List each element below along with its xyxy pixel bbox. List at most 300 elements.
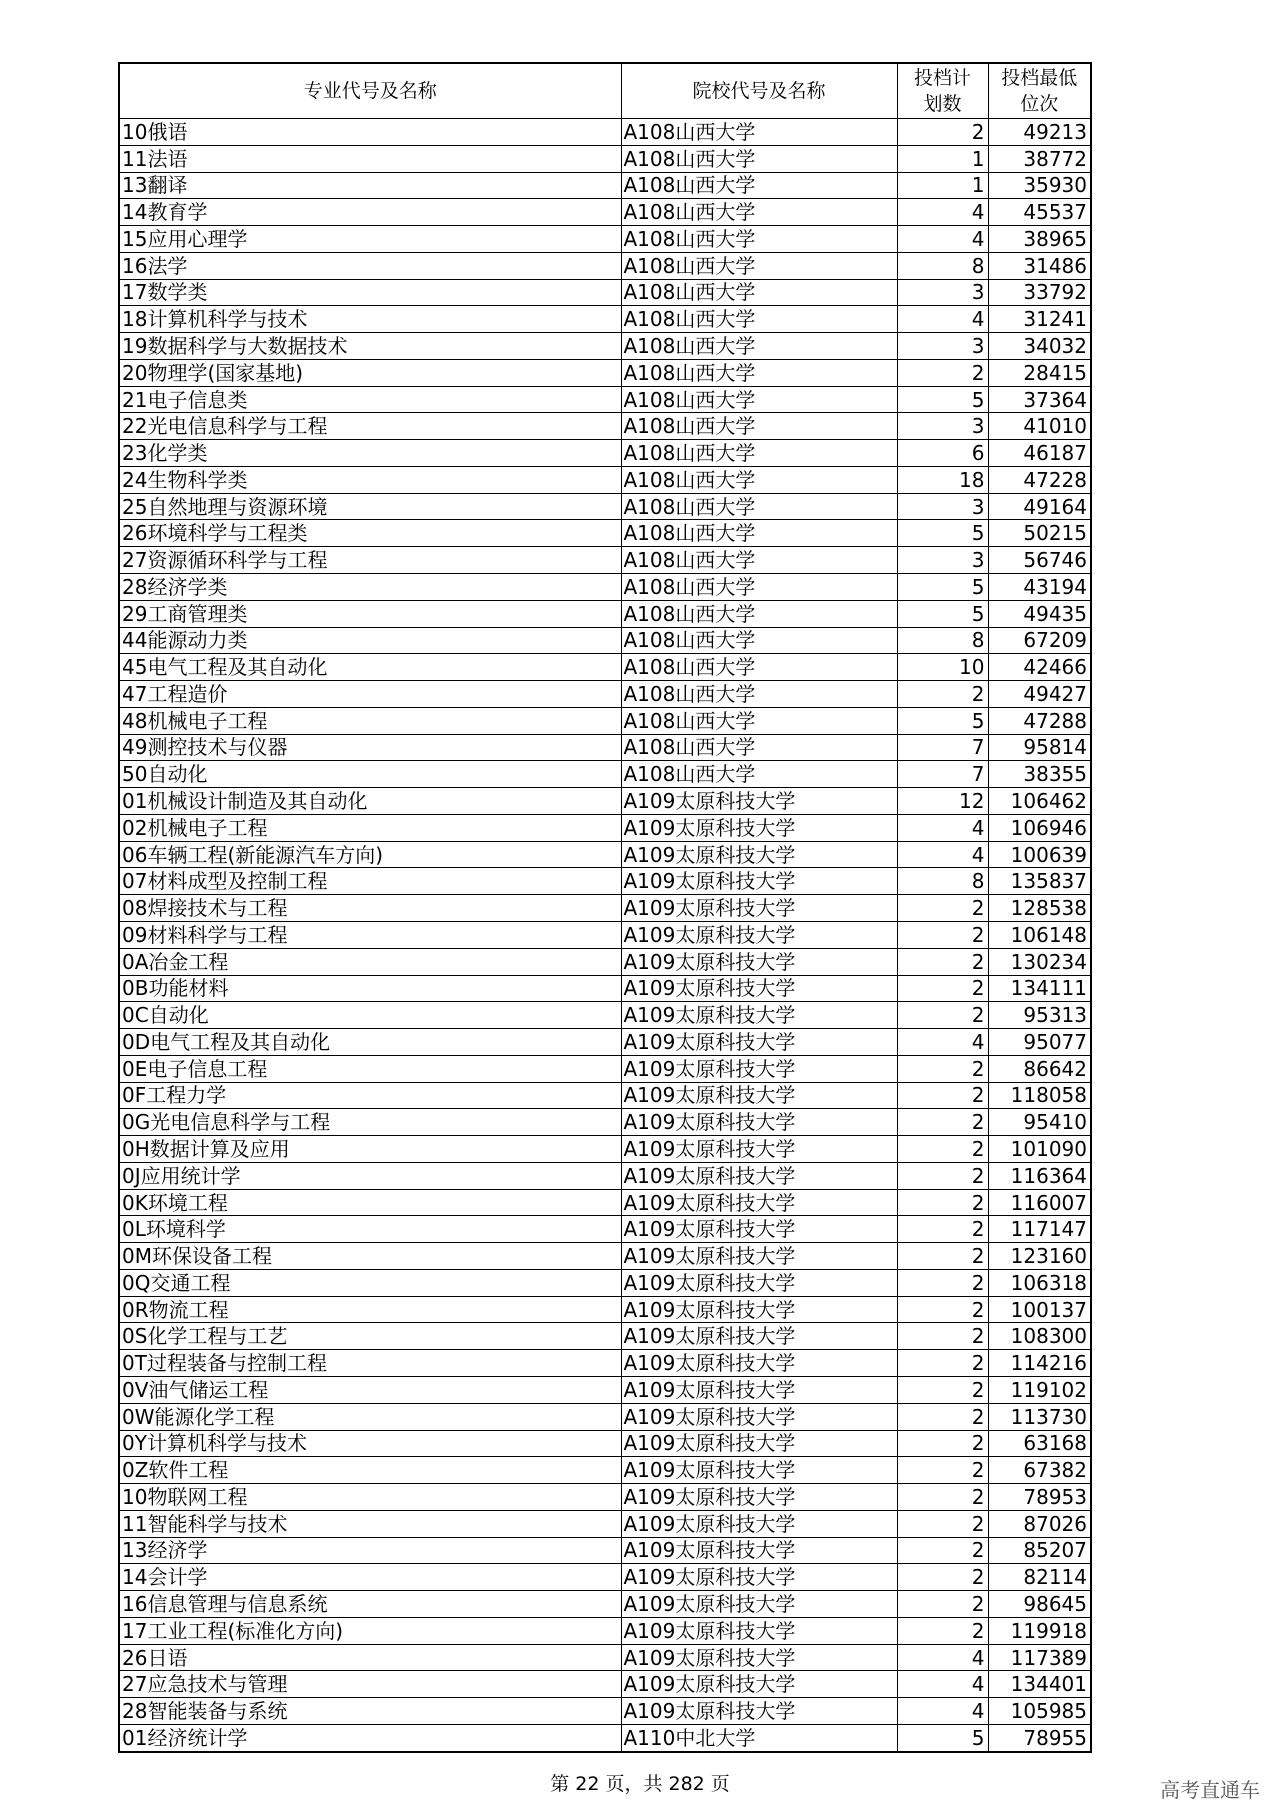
- cell-min-rank: 95814: [988, 734, 1091, 761]
- page-number: 第 22 页，共 282 页: [550, 1773, 730, 1795]
- cell-min-rank: 134401: [988, 1671, 1091, 1698]
- cell-plan-count: 3: [897, 333, 988, 360]
- cell-school: A108山西大学: [621, 734, 897, 761]
- cell-min-rank: 95313: [988, 1002, 1091, 1029]
- cell-major: 0H数据计算及应用: [119, 1136, 621, 1163]
- cell-school: A109太原科技大学: [621, 1269, 897, 1296]
- header-major: 专业代号及名称: [119, 63, 621, 119]
- cell-school: A108山西大学: [621, 654, 897, 681]
- table-row: [119, 1296, 1091, 1323]
- cell-school: A109太原科技大学: [621, 1617, 897, 1644]
- cell-major: 13经济学: [119, 1537, 621, 1564]
- table-row: [119, 1189, 1091, 1216]
- cell-min-rank: 116364: [988, 1162, 1091, 1189]
- cell-major: 09材料科学与工程: [119, 921, 621, 948]
- cell-major: 26环境科学与工程类: [119, 520, 621, 547]
- cell-plan-count: 5: [897, 1724, 988, 1751]
- cell-min-rank: 123160: [988, 1243, 1091, 1270]
- cell-min-rank: 31486: [988, 252, 1091, 279]
- cell-major: 27应急技术与管理: [119, 1671, 621, 1698]
- cell-min-rank: 118058: [988, 1082, 1091, 1109]
- cell-major: 0Z软件工程: [119, 1457, 621, 1484]
- cell-school: A109太原科技大学: [621, 1082, 897, 1109]
- table-row: [119, 1082, 1091, 1109]
- cell-school: A109太原科技大学: [621, 1457, 897, 1484]
- table-row: [119, 1055, 1091, 1082]
- cell-plan-count: 1: [897, 145, 988, 172]
- cell-school: A108山西大学: [621, 761, 897, 788]
- cell-major: 0K环境工程: [119, 1189, 621, 1216]
- cell-major: 0V油气储运工程: [119, 1376, 621, 1403]
- cell-school: A109太原科技大学: [621, 1296, 897, 1323]
- table-row: [119, 520, 1091, 547]
- cell-school: A109太原科技大学: [621, 1484, 897, 1511]
- table-row: [119, 1430, 1091, 1457]
- cell-min-rank: 47228: [988, 466, 1091, 493]
- cell-school: A108山西大学: [621, 466, 897, 493]
- cell-plan-count: 8: [897, 868, 988, 895]
- cell-major: 20物理学(国家基地): [119, 359, 621, 386]
- cell-major: 0Q交通工程: [119, 1269, 621, 1296]
- table-row: [119, 333, 1091, 360]
- cell-min-rank: 117389: [988, 1644, 1091, 1671]
- table-row: [119, 1376, 1091, 1403]
- cell-min-rank: 46187: [988, 440, 1091, 467]
- cell-school: A108山西大学: [621, 279, 897, 306]
- cell-school: A109太原科技大学: [621, 1564, 897, 1591]
- cell-school: A108山西大学: [621, 199, 897, 226]
- cell-min-rank: 117147: [988, 1216, 1091, 1243]
- cell-plan-count: 10: [897, 654, 988, 681]
- cell-school: A109太原科技大学: [621, 1430, 897, 1457]
- cell-major: 27资源循环科学与工程: [119, 547, 621, 574]
- table-row: [119, 921, 1091, 948]
- cell-school: A108山西大学: [621, 547, 897, 574]
- cell-major: 0A冶金工程: [119, 948, 621, 975]
- table-row: [119, 279, 1091, 306]
- table-row: [119, 1644, 1091, 1671]
- cell-major: 13翻译: [119, 172, 621, 199]
- admission-table: [118, 62, 1092, 1753]
- cell-min-rank: 116007: [988, 1189, 1091, 1216]
- cell-min-rank: 34032: [988, 333, 1091, 360]
- cell-plan-count: 2: [897, 948, 988, 975]
- cell-major: 0B功能材料: [119, 975, 621, 1002]
- table-row: [119, 841, 1091, 868]
- cell-min-rank: 106462: [988, 788, 1091, 815]
- cell-school: A109太原科技大学: [621, 1644, 897, 1671]
- cell-plan-count: 4: [897, 226, 988, 253]
- cell-min-rank: 106148: [988, 921, 1091, 948]
- cell-major: 19数据科学与大数据技术: [119, 333, 621, 360]
- cell-min-rank: 78953: [988, 1484, 1091, 1511]
- header-plan-line-2: 划数: [923, 93, 962, 115]
- header-school: 院校代号及名称: [621, 63, 897, 119]
- cell-major: 01机械设计制造及其自动化: [119, 788, 621, 815]
- cell-major: 14会计学: [119, 1564, 621, 1591]
- header-rank-line-2: 位次: [1020, 93, 1059, 115]
- cell-major: 28智能装备与系统: [119, 1698, 621, 1725]
- cell-major: 01经济统计学: [119, 1724, 621, 1751]
- cell-min-rank: 100137: [988, 1296, 1091, 1323]
- cell-plan-count: 2: [897, 681, 988, 708]
- cell-school: A109太原科技大学: [621, 1671, 897, 1698]
- cell-min-rank: 87026: [988, 1510, 1091, 1537]
- table-row: [119, 1537, 1091, 1564]
- cell-plan-count: 6: [897, 440, 988, 467]
- cell-school: A108山西大学: [621, 333, 897, 360]
- table-row: [119, 1591, 1091, 1618]
- cell-plan-count: 12: [897, 788, 988, 815]
- cell-school: A108山西大学: [621, 493, 897, 520]
- table-row: [119, 119, 1091, 146]
- cell-school: A109太原科技大学: [621, 1216, 897, 1243]
- cell-major: 17工业工程(标准化方向): [119, 1617, 621, 1644]
- cell-major: 22光电信息科学与工程: [119, 413, 621, 440]
- cell-plan-count: 2: [897, 1564, 988, 1591]
- cell-school: A109太原科技大学: [621, 788, 897, 815]
- cell-school: A108山西大学: [621, 252, 897, 279]
- cell-school: A109太原科技大学: [621, 921, 897, 948]
- cell-school: A108山西大学: [621, 627, 897, 654]
- cell-school: A108山西大学: [621, 145, 897, 172]
- cell-school: A108山西大学: [621, 413, 897, 440]
- cell-major: 0L环境科学: [119, 1216, 621, 1243]
- cell-major: 16法学: [119, 252, 621, 279]
- cell-major: 23化学类: [119, 440, 621, 467]
- cell-min-rank: 78955: [988, 1724, 1091, 1751]
- cell-min-rank: 42466: [988, 654, 1091, 681]
- header-plan-count: [897, 63, 988, 119]
- cell-school: A108山西大学: [621, 707, 897, 734]
- cell-min-rank: 38355: [988, 761, 1091, 788]
- cell-major: 49测控技术与仪器: [119, 734, 621, 761]
- cell-school: A109太原科技大学: [621, 1376, 897, 1403]
- cell-min-rank: 49164: [988, 493, 1091, 520]
- header-min-rank: [988, 63, 1091, 119]
- cell-plan-count: 2: [897, 1484, 988, 1511]
- cell-plan-count: 2: [897, 1457, 988, 1484]
- table-row: [119, 1457, 1091, 1484]
- cell-plan-count: 4: [897, 1671, 988, 1698]
- cell-plan-count: 2: [897, 1136, 988, 1163]
- cell-min-rank: 45537: [988, 199, 1091, 226]
- cell-major: 08焊接技术与工程: [119, 895, 621, 922]
- cell-major: 45电气工程及其自动化: [119, 654, 621, 681]
- cell-major: 0T过程装备与控制工程: [119, 1350, 621, 1377]
- cell-plan-count: 2: [897, 1591, 988, 1618]
- cell-major: 0E电子信息工程: [119, 1055, 621, 1082]
- cell-min-rank: 50215: [988, 520, 1091, 547]
- cell-school: A109太原科技大学: [621, 1350, 897, 1377]
- cell-min-rank: 67382: [988, 1457, 1091, 1484]
- cell-plan-count: 2: [897, 1617, 988, 1644]
- cell-min-rank: 106318: [988, 1269, 1091, 1296]
- cell-major: 0M环保设备工程: [119, 1243, 621, 1270]
- table-row: [119, 734, 1091, 761]
- cell-major: 44能源动力类: [119, 627, 621, 654]
- cell-plan-count: 2: [897, 1082, 988, 1109]
- cell-school: A109太原科技大学: [621, 868, 897, 895]
- cell-min-rank: 113730: [988, 1403, 1091, 1430]
- cell-school: A109太原科技大学: [621, 948, 897, 975]
- table-row: [119, 306, 1091, 333]
- cell-school: A109太原科技大学: [621, 1002, 897, 1029]
- cell-min-rank: 95410: [988, 1109, 1091, 1136]
- cell-school: A109太原科技大学: [621, 975, 897, 1002]
- cell-major: 0G光电信息科学与工程: [119, 1109, 621, 1136]
- cell-plan-count: 2: [897, 975, 988, 1002]
- cell-school: A109太原科技大学: [621, 1510, 897, 1537]
- cell-major: 11智能科学与技术: [119, 1510, 621, 1537]
- table-row: [119, 1029, 1091, 1056]
- cell-plan-count: 4: [897, 841, 988, 868]
- table-header: [119, 63, 1091, 119]
- cell-plan-count: 3: [897, 493, 988, 520]
- cell-major: 26日语: [119, 1644, 621, 1671]
- cell-major: 0S化学工程与工艺: [119, 1323, 621, 1350]
- table-row: [119, 707, 1091, 734]
- table-row: [119, 1162, 1091, 1189]
- table-row: [119, 1109, 1091, 1136]
- cell-plan-count: 2: [897, 1323, 988, 1350]
- table-row: [119, 681, 1091, 708]
- cell-school: A108山西大学: [621, 119, 897, 146]
- cell-plan-count: 2: [897, 1189, 988, 1216]
- cell-plan-count: 2: [897, 1002, 988, 1029]
- cell-min-rank: 47288: [988, 707, 1091, 734]
- table-row: [119, 1350, 1091, 1377]
- cell-major: 0Y计算机科学与技术: [119, 1430, 621, 1457]
- cell-school: A109太原科技大学: [621, 814, 897, 841]
- cell-major: 50自动化: [119, 761, 621, 788]
- cell-plan-count: 2: [897, 1055, 988, 1082]
- table-row: [119, 440, 1091, 467]
- cell-min-rank: 135837: [988, 868, 1091, 895]
- table-row: [119, 493, 1091, 520]
- cell-min-rank: 106946: [988, 814, 1091, 841]
- cell-plan-count: 5: [897, 600, 988, 627]
- table-row: [119, 600, 1091, 627]
- cell-min-rank: 31241: [988, 306, 1091, 333]
- cell-major: 0D电气工程及其自动化: [119, 1029, 621, 1056]
- table-row: [119, 1724, 1091, 1751]
- cell-major: 28经济学类: [119, 574, 621, 601]
- cell-school: A108山西大学: [621, 440, 897, 467]
- table-row: [119, 1243, 1091, 1270]
- cell-plan-count: 2: [897, 1403, 988, 1430]
- cell-min-rank: 28415: [988, 359, 1091, 386]
- cell-major: 02机械电子工程: [119, 814, 621, 841]
- cell-min-rank: 119918: [988, 1617, 1091, 1644]
- cell-min-rank: 67209: [988, 627, 1091, 654]
- cell-school: A109太原科技大学: [621, 1189, 897, 1216]
- cell-school: A108山西大学: [621, 681, 897, 708]
- cell-min-rank: 35930: [988, 172, 1091, 199]
- cell-min-rank: 105985: [988, 1698, 1091, 1725]
- cell-min-rank: 63168: [988, 1430, 1091, 1457]
- table-row: [119, 547, 1091, 574]
- cell-plan-count: 2: [897, 1350, 988, 1377]
- table-row: [119, 814, 1091, 841]
- cell-plan-count: 2: [897, 1376, 988, 1403]
- cell-major: 47工程造价: [119, 681, 621, 708]
- table-row: [119, 627, 1091, 654]
- table-row: [119, 145, 1091, 172]
- cell-plan-count: 2: [897, 921, 988, 948]
- cell-min-rank: 100639: [988, 841, 1091, 868]
- cell-min-rank: 108300: [988, 1323, 1091, 1350]
- cell-major: 18计算机科学与技术: [119, 306, 621, 333]
- table-row: [119, 1671, 1091, 1698]
- cell-min-rank: 119102: [988, 1376, 1091, 1403]
- cell-plan-count: 2: [897, 1243, 988, 1270]
- cell-school: A108山西大学: [621, 574, 897, 601]
- table-row: [119, 359, 1091, 386]
- cell-school: A109太原科技大学: [621, 1323, 897, 1350]
- cell-plan-count: 2: [897, 895, 988, 922]
- cell-school: A108山西大学: [621, 306, 897, 333]
- cell-school: A109太原科技大学: [621, 1243, 897, 1270]
- table-row: [119, 1564, 1091, 1591]
- cell-min-rank: 134111: [988, 975, 1091, 1002]
- cell-major: 21电子信息类: [119, 386, 621, 413]
- cell-major: 48机械电子工程: [119, 707, 621, 734]
- cell-plan-count: 2: [897, 1296, 988, 1323]
- cell-major: 0C自动化: [119, 1002, 621, 1029]
- table-row: [119, 1484, 1091, 1511]
- cell-min-rank: 38772: [988, 145, 1091, 172]
- cell-plan-count: 7: [897, 734, 988, 761]
- table-row: [119, 1269, 1091, 1296]
- cell-min-rank: 49427: [988, 681, 1091, 708]
- cell-plan-count: 4: [897, 1644, 988, 1671]
- cell-major: 15应用心理学: [119, 226, 621, 253]
- cell-school: A109太原科技大学: [621, 1591, 897, 1618]
- cell-plan-count: 8: [897, 252, 988, 279]
- cell-school: A109太原科技大学: [621, 1109, 897, 1136]
- cell-school: A108山西大学: [621, 226, 897, 253]
- cell-plan-count: 3: [897, 547, 988, 574]
- cell-school: A108山西大学: [621, 520, 897, 547]
- cell-school: A108山西大学: [621, 172, 897, 199]
- table-row: [119, 226, 1091, 253]
- cell-plan-count: 2: [897, 1109, 988, 1136]
- cell-school: A110中北大学: [621, 1724, 897, 1751]
- table-row: [119, 1510, 1091, 1537]
- cell-plan-count: 4: [897, 1029, 988, 1056]
- table-row: [119, 948, 1091, 975]
- table-row: [119, 1698, 1091, 1725]
- cell-major: 0W能源化学工程: [119, 1403, 621, 1430]
- table-row: [119, 1617, 1091, 1644]
- cell-school: A109太原科技大学: [621, 1162, 897, 1189]
- cell-min-rank: 37364: [988, 386, 1091, 413]
- cell-plan-count: 2: [897, 1216, 988, 1243]
- header-rank-line-1: 投档最低: [1001, 67, 1078, 89]
- table-row: [119, 868, 1091, 895]
- cell-school: A109太原科技大学: [621, 1055, 897, 1082]
- cell-plan-count: 7: [897, 761, 988, 788]
- cell-min-rank: 114216: [988, 1350, 1091, 1377]
- table-row: [119, 654, 1091, 681]
- cell-major: 17数学类: [119, 279, 621, 306]
- cell-major: 0R物流工程: [119, 1296, 621, 1323]
- cell-plan-count: 2: [897, 1269, 988, 1296]
- cell-min-rank: 98645: [988, 1591, 1091, 1618]
- cell-plan-count: 4: [897, 1698, 988, 1725]
- cell-major: 06车辆工程(新能源汽车方向): [119, 841, 621, 868]
- table-row: [119, 761, 1091, 788]
- cell-plan-count: 3: [897, 279, 988, 306]
- cell-plan-count: 2: [897, 1537, 988, 1564]
- table-row: [119, 199, 1091, 226]
- table-row: [119, 386, 1091, 413]
- cell-plan-count: 5: [897, 574, 988, 601]
- cell-major: 29工商管理类: [119, 600, 621, 627]
- cell-school: A108山西大学: [621, 386, 897, 413]
- cell-school: A109太原科技大学: [621, 1698, 897, 1725]
- cell-plan-count: 2: [897, 1510, 988, 1537]
- cell-min-rank: 38965: [988, 226, 1091, 253]
- cell-school: A109太原科技大学: [621, 1537, 897, 1564]
- cell-plan-count: 2: [897, 359, 988, 386]
- table-row: [119, 172, 1091, 199]
- cell-min-rank: 49435: [988, 600, 1091, 627]
- table-row: [119, 1403, 1091, 1430]
- table-body: [119, 119, 1091, 1752]
- cell-min-rank: 86642: [988, 1055, 1091, 1082]
- table-row: [119, 975, 1091, 1002]
- cell-major: 24生物科学类: [119, 466, 621, 493]
- cell-major: 14教育学: [119, 199, 621, 226]
- header-row: [119, 63, 1091, 119]
- table-row: [119, 788, 1091, 815]
- cell-plan-count: 4: [897, 306, 988, 333]
- cell-min-rank: 43194: [988, 574, 1091, 601]
- cell-school: A109太原科技大学: [621, 1136, 897, 1163]
- cell-plan-count: 8: [897, 627, 988, 654]
- table-row: [119, 413, 1091, 440]
- cell-plan-count: 5: [897, 386, 988, 413]
- cell-min-rank: 56746: [988, 547, 1091, 574]
- table-row: [119, 252, 1091, 279]
- table-row: [119, 1002, 1091, 1029]
- cell-plan-count: 2: [897, 1162, 988, 1189]
- table-row: [119, 1323, 1091, 1350]
- cell-major: 10物联网工程: [119, 1484, 621, 1511]
- cell-plan-count: 4: [897, 814, 988, 841]
- cell-school: A109太原科技大学: [621, 1403, 897, 1430]
- cell-school: A109太原科技大学: [621, 1029, 897, 1056]
- table-row: [119, 895, 1091, 922]
- watermark: 高考直通车: [1160, 1778, 1260, 1802]
- cell-plan-count: 2: [897, 119, 988, 146]
- cell-min-rank: 101090: [988, 1136, 1091, 1163]
- cell-major: 11法语: [119, 145, 621, 172]
- cell-min-rank: 128538: [988, 895, 1091, 922]
- cell-major: 16信息管理与信息系统: [119, 1591, 621, 1618]
- cell-school: A108山西大学: [621, 359, 897, 386]
- cell-min-rank: 49213: [988, 119, 1091, 146]
- table-row: [119, 1136, 1091, 1163]
- cell-plan-count: 3: [897, 413, 988, 440]
- cell-plan-count: 2: [897, 1430, 988, 1457]
- cell-school: A109太原科技大学: [621, 895, 897, 922]
- cell-min-rank: 130234: [988, 948, 1091, 975]
- cell-min-rank: 33792: [988, 279, 1091, 306]
- cell-school: A109太原科技大学: [621, 841, 897, 868]
